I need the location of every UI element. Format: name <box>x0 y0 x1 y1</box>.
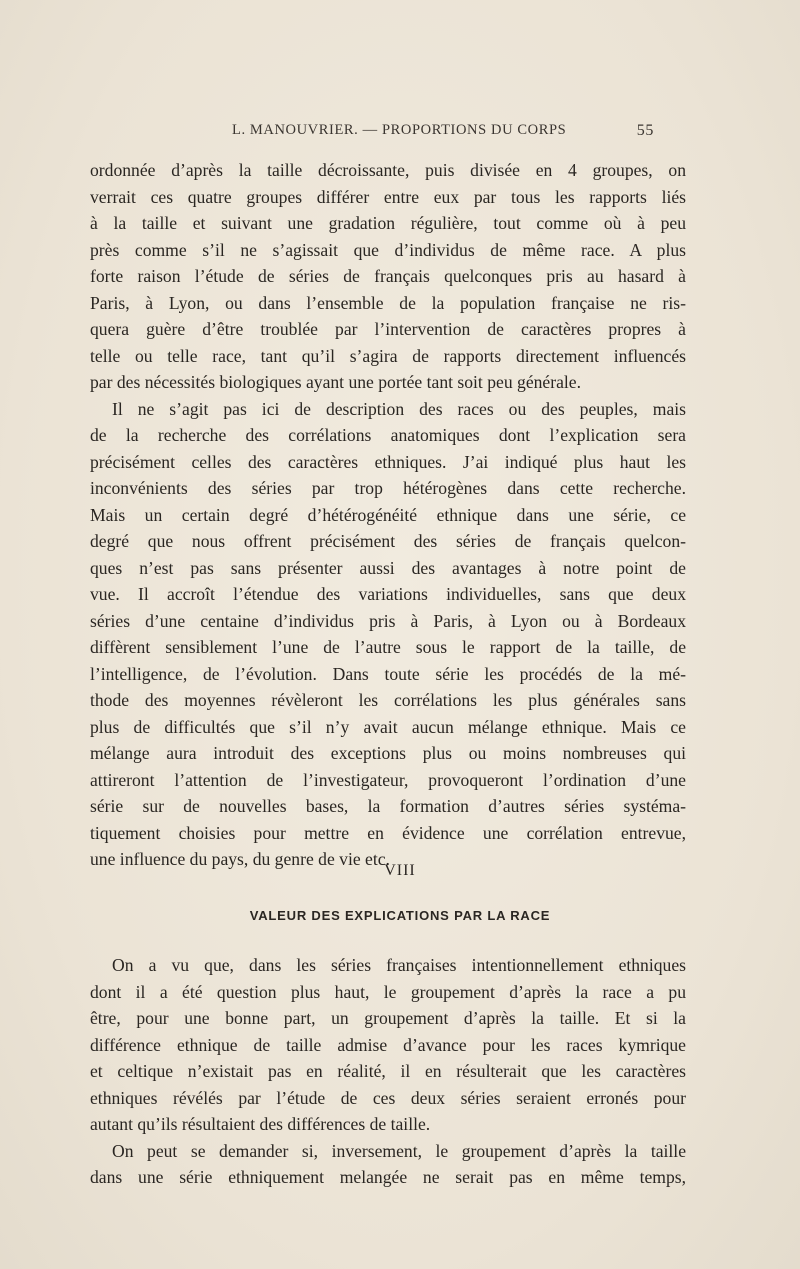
text-line: l’intelligence, de l’évolution. Dans toute série les procédés de la mé- <box>90 663 686 684</box>
page-number: 55 <box>636 122 654 139</box>
text-line: diffèrent sensiblement l’une de l’autre sous le rapport de la taille, de <box>90 637 686 657</box>
text-line: telle ou telle race, tant qu’il s’agira de rapports directement influencés <box>90 345 686 366</box>
section-number: VIII <box>384 862 416 879</box>
text-line: mélange aura introduit des exceptions plus ou moins nombreuses qui <box>90 743 686 763</box>
text-line: dont il a été question plus haut, le groupement d’après la race a pu <box>90 981 686 1002</box>
text-line: verrait ces quatre groupes différer entre eux par tous les rapports liés <box>90 186 686 207</box>
text-line: ethniques révélés par l’étude de ces deux séries seraient erronés pour <box>90 1087 686 1108</box>
text-line: être, pour une bonne part, un groupement d’après la taille. Et si la <box>90 1008 686 1028</box>
text-line: inconvénients des séries par trop hétérogènes dans cette recherche. <box>90 478 686 498</box>
text-line: par des nécessités biologiques ayant une portée tant soit peu générale. <box>90 372 581 392</box>
text-line: séries d’une centaine d’individus pris à Paris, à Lyon ou à Bordeaux <box>90 610 686 631</box>
text-line: degré que nous offrent précisément des séries de français quelcon- <box>90 531 686 551</box>
running-title: L. MANOUVRIER. — PROPORTIONS DU CORPS <box>232 122 567 138</box>
text-line: une influence du pays, du genre de vie etc. <box>90 849 390 869</box>
text-line: tiquement choisies pour mettre en évidence une corrélation entrevue, <box>90 822 686 843</box>
text-line: série sur de nouvelles bases, la formation d’autres séries systéma- <box>90 796 686 816</box>
text-line: ordonnée d’après la taille décroissante, puis divisée en 4 groupes, on <box>90 160 686 180</box>
paragraph-continued <box>90 157 686 396</box>
text-line: forte raison l’étude de séries de français quelconques pris au hasard à <box>90 266 686 286</box>
paragraph <box>90 396 686 873</box>
paragraph <box>90 1138 686 1191</box>
text-line: quera guère d’être troublée par l’intervention de caractères propres à <box>90 319 686 339</box>
text-line: dans une série ethniquement melangée ne serait pas en même temps, <box>90 1167 686 1187</box>
text-line: Paris, à Lyon, ou dans l’ensemble de la population française ne ris- <box>90 292 686 313</box>
text-line: différence ethnique de taille admise d’avance pour les races kymrique <box>90 1034 686 1055</box>
text-line: vue. Il accroît l’étendue des variations individuelles, sans que deux <box>90 584 686 604</box>
section-body-1 <box>90 157 686 873</box>
text-line: autant qu’ils résultaient des différences de taille. <box>90 1114 431 1134</box>
text-line: et celtique n’existait pas en réalité, il en résulterait que les caractères <box>90 1061 686 1081</box>
text-line: de la recherche des corrélations anatomiques dont l’explication sera <box>90 425 686 445</box>
text-line: On peut se demander si, inversement, le groupement d’après la taille <box>112 1140 686 1161</box>
paragraph <box>90 952 686 1138</box>
text-line: thode des moyennes révèleront les corrélations les plus générales sans <box>90 690 686 710</box>
text-line: à la taille et suivant une gradation régulière, tout comme où à peu <box>90 213 686 233</box>
text-line: On a vu que, dans les séries françaises intentionnellement ethniques <box>112 955 686 975</box>
text-line: Mais un certain degré d’hétérogénéité ethnique dans une série, ce <box>90 504 686 525</box>
text-line: ques n’est pas sans présenter aussi des avantages à notre point de <box>90 557 686 578</box>
text-line: Il ne s’agit pas ici de description des races ou des peuples, mais <box>112 398 686 419</box>
section-title: VALEUR DES EXPLICATIONS PAR LA RACE <box>249 908 551 923</box>
section-body-2 <box>90 952 686 1191</box>
text-line: attireront l’attention de l’investigateur, provoqueront l’ordination d’une <box>90 769 686 790</box>
text-line: plus de difficultés que s’il n’y avait aucun mélange ethnique. Mais ce <box>90 716 686 737</box>
text-line: précisément celles des caractères ethniques. J’ai indiqué plus haut les <box>90 451 686 472</box>
text-line: près comme s’il ne s’agissait que d’individus de même race. A plus <box>90 239 686 260</box>
